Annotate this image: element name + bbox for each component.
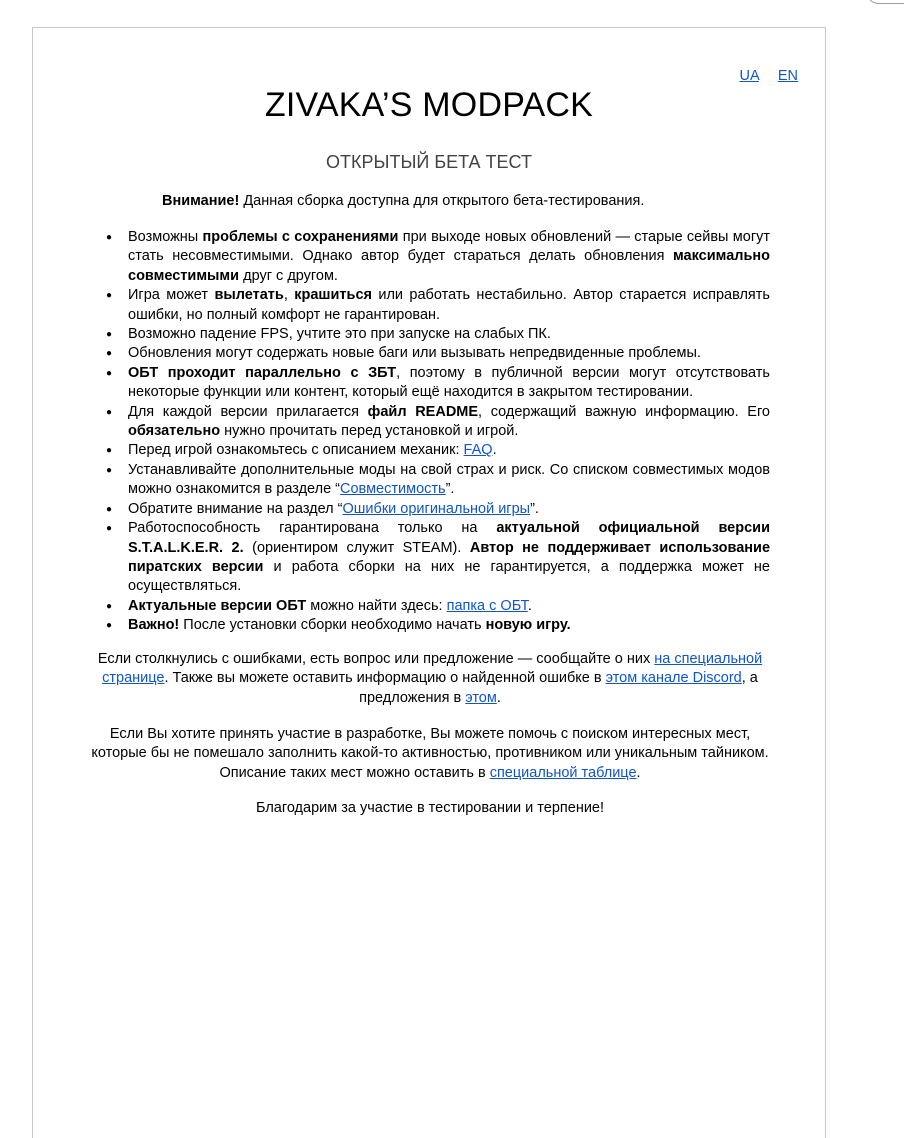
item-text: друг с другом. <box>239 267 338 284</box>
item-text: . <box>492 442 497 459</box>
discord-channel-link[interactable]: этом канале Discord <box>605 670 742 687</box>
thanks-paragraph: Благодарим за участие в тестировании и терпение! <box>255 800 605 816</box>
item-text: Обратите внимание на раздел “ <box>128 500 343 517</box>
para-text: . <box>636 764 641 781</box>
list-item <box>128 441 770 460</box>
item-text: Возможно падение FPS, учтите это при запуске на слабых ПК. <box>128 326 551 343</box>
item-text: Работоспособность гарантирована только на <box>128 520 497 537</box>
intro-paragraph <box>162 193 644 209</box>
item-text: Возможны <box>128 229 203 245</box>
list-item <box>128 519 770 597</box>
lang-en-link[interactable]: EN <box>777 68 798 84</box>
item-text: при выходе новых обновлений — старые сейвы могут стать несовместимыми. Однако автор будет стараться делать обновления <box>128 229 770 265</box>
faq-link[interactable]: FAQ <box>463 442 493 459</box>
list-item <box>128 597 770 616</box>
obt-folder-link[interactable]: папка с ОБТ <box>446 597 528 614</box>
item-bold: обязательно <box>128 423 221 440</box>
original-game-bugs-link[interactable]: Ошибки оригинальной игры <box>342 500 531 517</box>
item-text: Обновления могут содержать новые баги или вызывать непредвиденные проблемы. <box>128 345 701 362</box>
warning-list <box>128 228 770 636</box>
development-paragraph <box>83 725 777 783</box>
list-item <box>128 461 770 500</box>
item-bold: вылетать <box>214 287 284 304</box>
item-text: Игра может <box>128 287 215 304</box>
para-text: , а предложения в <box>359 670 758 706</box>
item-bold: проблемы с сохранениями <box>202 229 399 245</box>
language-switcher <box>724 68 798 84</box>
compatibility-link[interactable]: Совместимость <box>340 481 446 498</box>
item-bold: Автор не поддерживает использование пиратских версии <box>128 539 771 575</box>
item-bold: Важно! <box>128 617 180 634</box>
item-bold: Актуальные версии ОБТ <box>128 597 307 614</box>
item-bold: новую игру. <box>485 617 571 634</box>
item-text: , содержащий важную информацию. Его <box>478 403 770 420</box>
item-text: Для каждой версии прилагается <box>128 403 368 420</box>
item-text: . <box>527 597 532 614</box>
intro-bold: Внимание! <box>162 193 240 209</box>
corner-control-edge[interactable] <box>866 0 904 4</box>
item-text: После установки сборки необходимо начать <box>179 617 486 634</box>
document-page <box>32 27 826 1138</box>
list-item <box>128 500 770 519</box>
list-item <box>128 228 770 286</box>
page-subtitle: ОТКРЫТЫЙ БЕТА ТЕСТ <box>326 152 532 172</box>
suggestions-link[interactable]: этом <box>465 689 497 706</box>
item-bold: крашиться <box>294 287 372 304</box>
item-text: Перед игрой ознакомьтесь с описанием механик: <box>128 442 464 459</box>
intro-text: Данная сборка доступна для открытого бета-тестирования. <box>239 193 645 209</box>
item-bold: ОБТ проходит параллельно с ЗБТ <box>128 364 397 381</box>
list-item <box>128 364 770 403</box>
item-text: и работа сборки на них не гарантируется, а поддержка может не осуществляться. <box>128 558 770 595</box>
item-text: ”. <box>445 481 455 498</box>
para-text: . Также вы можете оставить информацию о найденной ошибке в <box>164 670 606 687</box>
para-text: Если Вы хотите принять участие в разработке, Вы можете помочь с поиском интересных мест, которые бы не помешало заполнить какой-то активностью, противником или уникальным тайником. Описание таких мест можно оставить в <box>91 726 769 781</box>
list-item <box>128 616 770 635</box>
item-text: Устанавливайте дополнительные моды на свой страх и риск. Со списком совместимых модов можно ознакомится в разделе “ <box>128 461 770 498</box>
special-page-link[interactable]: на специальной странице <box>102 651 763 687</box>
item-text: (ориентиром служит STEAM). <box>243 539 470 556</box>
lang-ua-link[interactable]: UA <box>739 68 759 84</box>
item-bold: актуальной официальной версии S.T.A.L.K.E.R. 2. <box>128 520 770 556</box>
para-text: . <box>496 689 501 706</box>
errors-paragraph <box>88 650 772 708</box>
list-item <box>128 286 770 325</box>
item-text: или работать нестабильно. Автор старается исправлять ошибки, но полный комфорт не гарантирован. <box>128 287 770 323</box>
item-text: нужно прочитать перед установкой и игрой. <box>220 423 519 440</box>
list-item <box>128 344 770 363</box>
item-bold: максимально совместимыми <box>128 248 770 284</box>
item-text: ”. <box>530 500 539 517</box>
item-text: можно найти здесь: <box>306 597 447 614</box>
page-title: ZIVAKA’S MODPACK <box>264 86 594 124</box>
para-text: Если столкнулись с ошибками, есть вопрос или предложение — сообщайте о них <box>97 651 655 667</box>
item-text: , <box>283 287 295 304</box>
item-text: , поэтому в публичной версии могут отсутствовать некоторые функции или контент, который ещё находится в закрытом тестировании. <box>128 364 770 401</box>
list-item <box>128 325 770 344</box>
item-bold: файл README <box>367 403 479 420</box>
special-table-link[interactable]: специальной таблице <box>489 764 637 781</box>
list-item <box>128 403 770 442</box>
